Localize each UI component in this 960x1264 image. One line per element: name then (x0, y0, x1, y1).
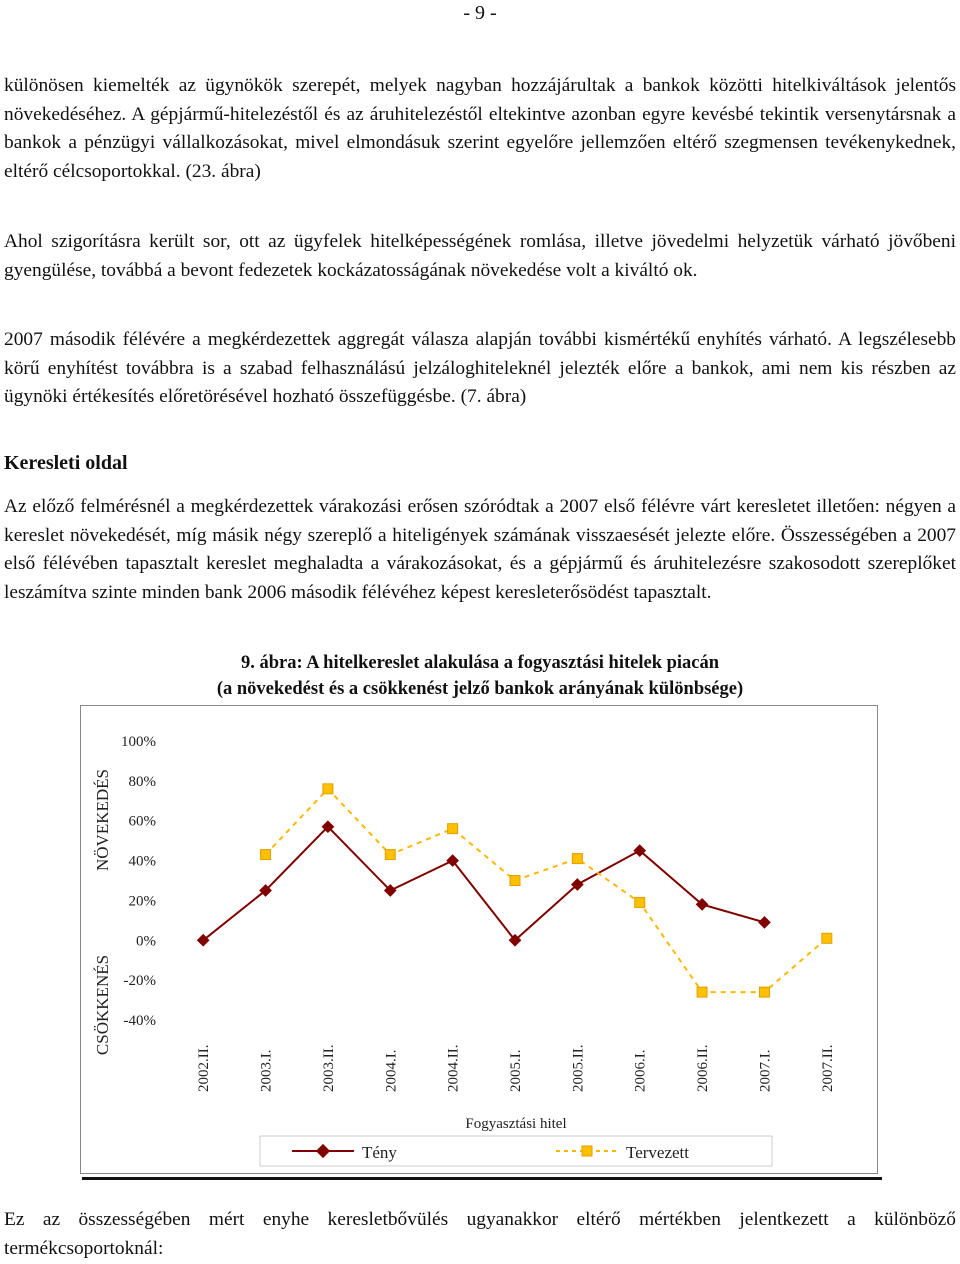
y-tick-label: 80% (128, 773, 156, 790)
figure-title-line-1: 9. ábra: A hitelkereslet alakulása a fogyasztási hitelek piacán (240, 653, 720, 673)
x-tick-label: 2002.II. (196, 1044, 213, 1092)
x-tick-label: 2003.I. (258, 1049, 275, 1092)
closing-paragraph: Ez az összességében mért enyhe keresletbővülés ugyanakkor eltérő mértékben jelentkezett a különböző termékcsoportoknál: (4, 1209, 956, 1259)
page-number: - 9 - (463, 2, 497, 24)
data-point-actual (758, 916, 771, 929)
figure-title-line-2: (a növekedést és a csökkenést jelző bankok arányának különbsége) (216, 679, 744, 699)
series-line-planned (266, 789, 827, 992)
y-tick-label: 100% (121, 734, 156, 750)
y-axis-label-increase: NÖVEKEDÉS (93, 769, 112, 871)
body-paragraph-3: 2007 második félévére a megkérdezettek aggregát válasza alapján további kismértékű enyhítés várható. A legszélesebb körű enyhítést továbbra is a szabad felhasználású jelzáloghiteleknél jelezték előre a bankok, ami nem kis részben az ügynöki értékesítés előretörésével hozható összefüggésbe. (7. ábra) (4, 329, 956, 407)
y-tick-label: -20% (123, 973, 156, 990)
section-heading: Keresleti oldal (4, 452, 128, 474)
legend-marker-actual (316, 1144, 330, 1158)
y-tick-label: 20% (128, 893, 156, 910)
y-tick-label: 40% (128, 853, 156, 870)
y-axis-label-decrease: CSÖKKENÉS (93, 954, 112, 1056)
x-tick-label: 2004.I. (383, 1049, 400, 1092)
x-tick-label: 2005.II. (570, 1044, 587, 1092)
x-axis-label: Fogyasztási hitel (465, 1116, 567, 1132)
x-tick-label: 2006.II. (695, 1044, 712, 1092)
y-tick-label: 60% (128, 813, 156, 830)
x-tick-label: 2003.II. (320, 1044, 337, 1092)
legend-label-actual: Tény (362, 1143, 397, 1162)
x-tick-label: 2006.I. (632, 1049, 649, 1092)
body-paragraph-1: különösen kiemelték az ügynökök szerepét, melyek nagyban hozzájárultak a bankok közötti hitelkiváltások jelentős növekedéséhez. A gépjármű-hitelezéstől és az áruhitelezéstől eltekintve azonban egyre kevésbé tekintik versenytársnak a bankok a pénzügyi vállalkozásokat, mivel elmondásuk szerint egyelőre jellemzően eltérő szegmensen tevékenykednek, eltérő célcsoportokkal. (23. ábra) (4, 75, 956, 182)
data-point-planned (261, 850, 271, 860)
figure-bottom-rule (82, 1177, 882, 1180)
data-point-planned (572, 854, 582, 864)
x-tick-label: 2007.II. (819, 1044, 836, 1092)
data-point-planned (448, 824, 458, 834)
body-paragraph-2: Ahol szigorításra került sor, ott az ügyfelek hitelképességének romlása, illetve jövedelmi helyzetük várható jövőbeni gyengülése, továbbá a bevont fedezetek kockázatosságának növekedése volt a kiváltó ok. (4, 231, 956, 281)
data-point-planned (759, 987, 769, 997)
data-point-planned (385, 850, 395, 860)
y-tick-label: -40% (123, 1013, 156, 1029)
x-tick-label: 2005.I. (508, 1049, 524, 1092)
x-tick-label: 2004.II. (445, 1044, 462, 1092)
data-point-planned (635, 897, 645, 907)
series-line-actual (203, 827, 764, 941)
legend-label-planned: Tervezett (626, 1143, 689, 1162)
body-paragraph-4: Az előző felmérésnél a megkérdezettek várakozási erősen szóródtak a 2007 első félévre várt keresletet illetően: négyen a kereslet növekedését, míg másik négy szereplő a hiteligények számának visszaesését jelezte előre. Összességében a 2007 első félévében tapasztalt kereslet meghaladta a várakozásokat, és a gépjármű és áruhitelezésre szakosodott szereplőket leszámítva szinte minden bank 2006 második félévéhez képest keresleterősödést tapasztalt. (4, 496, 956, 603)
legend-marker-planned (582, 1146, 592, 1156)
data-point-planned (822, 933, 832, 943)
data-point-planned (697, 987, 707, 997)
x-tick-label: 2007.I. (757, 1049, 774, 1092)
data-point-planned (510, 876, 520, 886)
data-point-planned (323, 784, 333, 794)
y-tick-label: 0% (136, 933, 156, 950)
